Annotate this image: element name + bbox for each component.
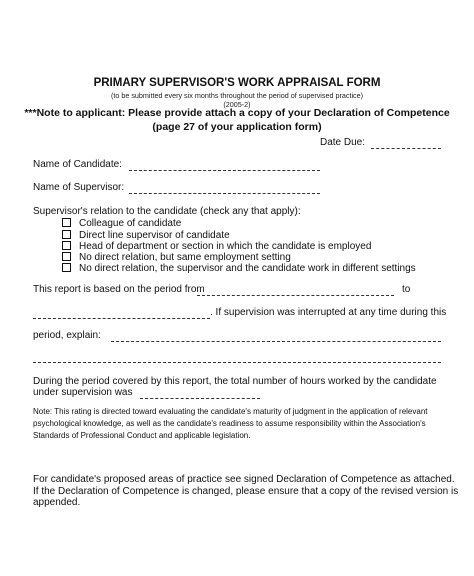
applicant-note-line2: (page 27 of your application form)	[152, 121, 322, 133]
checkbox[interactable]	[62, 241, 71, 250]
period-explain-label: period, explain:	[33, 330, 101, 341]
applicant-note-line1: ***Note to applicant: Please provide attach a copy of your Declaration of Competence	[24, 107, 450, 119]
form-code: (2005-2)	[223, 100, 251, 109]
relation-option-label: No direct relation, the supervisor and the candidate work in different settings	[79, 263, 416, 274]
period-from-input-line[interactable]	[197, 295, 394, 296]
checkbox[interactable]	[62, 252, 71, 261]
relation-option-label: No direct relation, but same employment setting	[79, 252, 291, 263]
relation-option-label: Direct line supervisor of candidate	[79, 230, 230, 241]
form-subtitle: (to be submitted every six months throughout the period of supervised practice)	[110, 91, 364, 100]
period-based-on-label: This report is based on the period from	[33, 284, 205, 295]
candidate-name-label: Name of Candidate:	[33, 159, 122, 170]
relation-option-colleague[interactable]	[62, 218, 181, 229]
hours-text-line2: under supervision was	[33, 387, 133, 398]
relation-option-head-of-department[interactable]	[62, 241, 371, 252]
candidate-name-input-line[interactable]	[129, 170, 320, 171]
closing-line1: For candidate's proposed areas of practice see signed Declaration of Competence as attached.	[33, 474, 455, 485]
supervisor-name-label: Name of Supervisor:	[33, 182, 125, 193]
relation-heading: Supervisor's relation to the candidate (check any that apply):	[33, 206, 301, 217]
hours-input-line[interactable]	[140, 398, 260, 399]
date-due-label: Date Due:	[320, 137, 366, 148]
closing-line3: appended.	[33, 497, 81, 508]
closing-line2: If the Declaration of Competence is changed, please ensure that a copy of the revised version is	[33, 486, 459, 497]
relation-option-label: Head of department or section in which the candidate is employed	[79, 241, 372, 252]
hours-text-line1: During the period covered by this report, the total number of hours worked by the candidate	[33, 376, 437, 387]
checkbox[interactable]	[62, 263, 71, 272]
interruption-text: . If supervision was interrupted at any time during this	[210, 307, 447, 318]
period-to-label: to	[402, 284, 411, 295]
relation-option-label: Colleague of candidate	[79, 218, 182, 229]
checkbox[interactable]	[62, 218, 71, 227]
form-title: PRIMARY SUPERVISOR'S WORK APPRAISAL FORM	[93, 77, 381, 89]
date-due-input-line[interactable]	[371, 148, 441, 149]
relation-option-different-settings[interactable]	[62, 263, 416, 274]
explain-input-line-2[interactable]	[33, 362, 441, 363]
checkbox[interactable]	[62, 230, 71, 239]
period-to-input-line[interactable]	[33, 318, 210, 319]
relation-option-direct-line[interactable]	[62, 230, 230, 241]
explain-input-line-1[interactable]	[111, 341, 441, 342]
rating-footnote: Note: This rating is directed toward evaluating the candidate's maturity of judgment in the application of relevant psychological knowledge, as well as the candidate's readiness to assume responsibility within the Association's Standards of Professional Conduct and applicable legislation.	[33, 407, 428, 440]
relation-option-same-setting[interactable]	[62, 252, 291, 263]
supervisor-name-input-line[interactable]	[129, 193, 320, 194]
